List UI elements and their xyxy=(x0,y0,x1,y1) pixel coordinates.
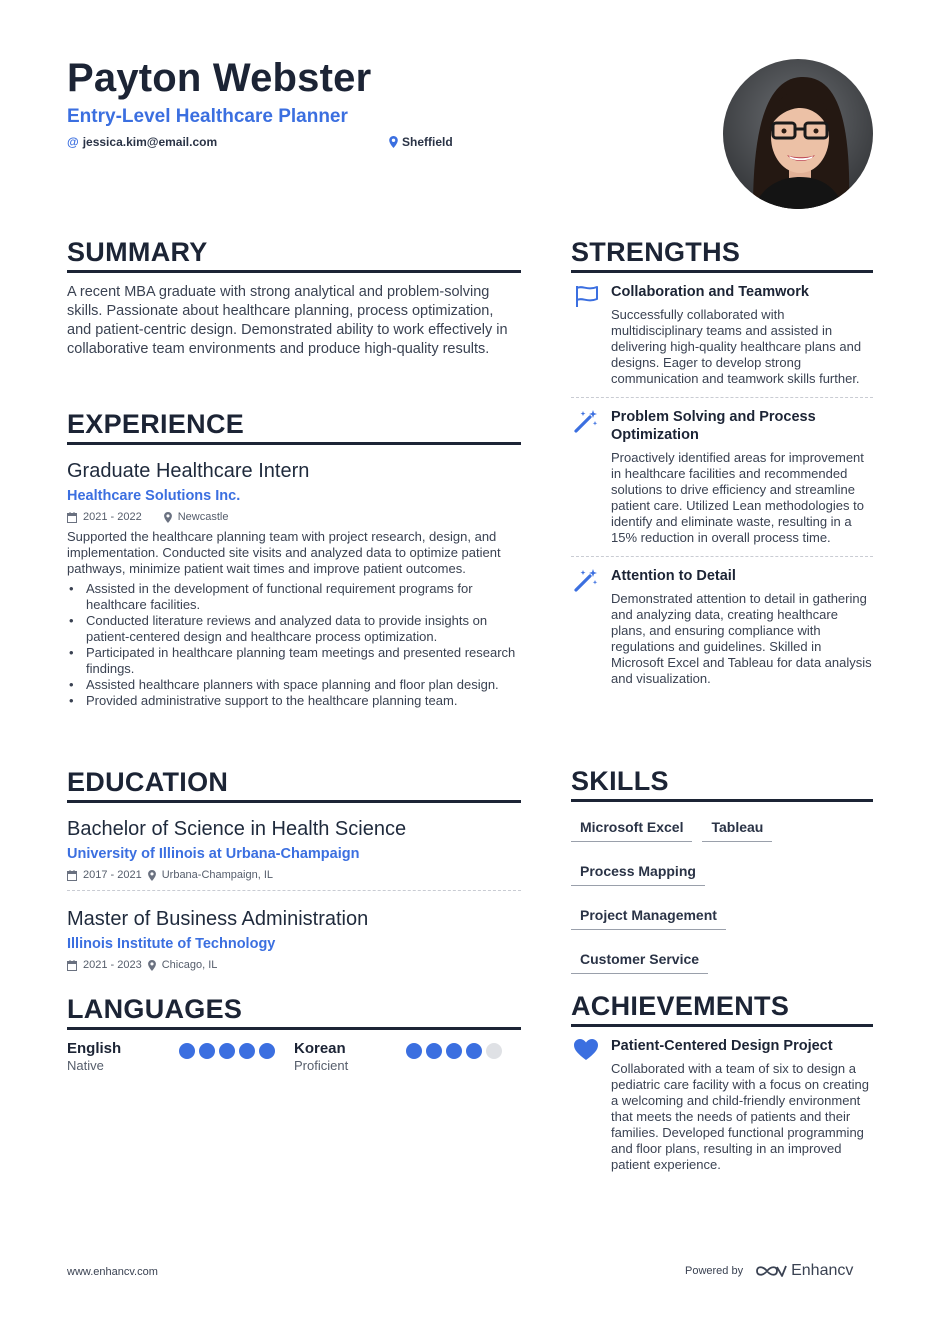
contact-location xyxy=(389,135,453,149)
job-title: Graduate Healthcare Intern xyxy=(67,460,310,482)
list-item: • Conducted literature reviews and analyzed data to provide insights on patient-centered design and healthcare process optimization. xyxy=(67,613,521,645)
profile-photo xyxy=(723,59,873,209)
languages-section xyxy=(67,993,521,1080)
summary-text: A recent MBA graduate with strong analytical and problem-solving skills. Passionate about healthcare planning, process optimization, and patient-centric design. Demonstrated ability to work effectively in collaborative team environments and produce high-quality results. xyxy=(67,284,508,357)
school-name: University of Illinois at Urbana-Champaign xyxy=(67,846,360,862)
rating-dot-filled xyxy=(219,1043,235,1059)
skill-tag: Tableau xyxy=(702,814,772,842)
job-description: Supported the healthcare planning team with project research, design, and implementation. Conducted site visits and analyzed data to optimize patient pathways, minimize patient wait times and improve patient outcomes. xyxy=(67,529,501,576)
strengths-heading: STRENGTHS xyxy=(571,236,873,273)
list-item: • Provided administrative support to the healthcare planning team. xyxy=(67,693,521,709)
list-item: • Participated in healthcare planning team meetings and presented research findings. xyxy=(67,645,521,677)
experience-section xyxy=(67,408,521,709)
location-pin-icon xyxy=(389,136,398,148)
rating-dot-filled xyxy=(199,1043,215,1059)
language-name: Korean xyxy=(294,1040,346,1057)
strength-title: Problem Solving and Process Optimization xyxy=(611,409,816,443)
summary-section xyxy=(67,236,521,359)
brand-name: Enhancv xyxy=(791,1262,854,1279)
languages-heading: LANGUAGES xyxy=(67,993,521,1030)
strengths-section xyxy=(571,236,873,697)
achievement-item xyxy=(571,1037,873,1183)
skills-row xyxy=(571,946,873,990)
rating-dot-filled xyxy=(179,1043,195,1059)
list-item: • Assisted healthcare planners with space planning and floor plan design. xyxy=(67,677,521,693)
education-meta xyxy=(67,868,521,882)
degree-title: Master of Business Administration xyxy=(67,908,369,930)
education-meta xyxy=(67,958,521,972)
divider xyxy=(67,890,521,891)
skill-tag: Project Management xyxy=(571,902,726,930)
rating-dot-filled xyxy=(466,1043,482,1059)
job-meta xyxy=(67,510,521,524)
rating-dot-filled xyxy=(239,1043,255,1059)
footer-branding xyxy=(685,1262,853,1280)
achievement-description: Collaborated with a team of six to design a pediatric care facility with a focus on creating a welcoming and child-friendly environment that meets the needs of patients and their families. Developed functional programming and floor plans, resulting in an improved patient experience. xyxy=(611,1061,869,1172)
education-section xyxy=(67,766,521,980)
skills-heading: SKILLS xyxy=(571,765,873,802)
school-name: Illinois Institute of Technology xyxy=(67,936,276,952)
company-name: Healthcare Solutions Inc. xyxy=(67,488,241,504)
education-entry xyxy=(67,907,521,980)
language-rating xyxy=(179,1043,275,1059)
rating-dot-filled xyxy=(259,1043,275,1059)
skill-tag: Microsoft Excel xyxy=(571,814,692,842)
education-dates: 2021 - 2023 xyxy=(83,959,142,971)
strength-item xyxy=(571,408,873,557)
location-pin-icon xyxy=(148,960,156,971)
language-name: English xyxy=(67,1040,122,1057)
language-rating xyxy=(406,1043,502,1059)
rating-dot-filled xyxy=(406,1043,422,1059)
job-dates: 2021 - 2022 xyxy=(83,511,142,523)
email-text: jessica.kim@email.com xyxy=(82,135,218,149)
rating-dot-filled xyxy=(446,1043,462,1059)
calendar-icon xyxy=(67,870,77,881)
strength-title: Collaboration and Teamwork xyxy=(611,284,809,300)
strength-item xyxy=(571,283,873,398)
strength-description: Demonstrated attention to detail in gathering and analyzing data, creating healthcare plans, and ensuring compliance with regulations and guidelines. Skilled in Microsoft Excel and Tableau for data analysis and visualization. xyxy=(611,591,872,686)
rating-dot-empty xyxy=(486,1043,502,1059)
language-item xyxy=(67,1040,294,1080)
skills-section xyxy=(571,765,873,990)
calendar-icon xyxy=(67,960,77,971)
heart-icon xyxy=(573,1037,599,1063)
skill-tag: Customer Service xyxy=(571,946,708,974)
language-level: Native xyxy=(67,1058,104,1073)
skills-row xyxy=(571,858,873,902)
location-pin-icon xyxy=(164,512,172,523)
magic-wand-icon xyxy=(573,408,599,434)
education-location: Urbana-Champaign, IL xyxy=(161,869,274,881)
language-level: Proficient xyxy=(294,1058,349,1073)
magic-wand-icon xyxy=(573,567,599,593)
language-item xyxy=(294,1040,521,1080)
footer-website[interactable]: www.enhancv.com xyxy=(67,1266,158,1278)
languages-list xyxy=(67,1040,521,1080)
candidate-name: Payton Webster xyxy=(67,56,372,100)
strength-description: Successfully collaborated with multidisciplinary teams and assisted in delivering high-quality healthcare plans and designs. Eager to develop strong communication and teamwork skills further. xyxy=(611,307,862,386)
location-text: Sheffield xyxy=(402,135,453,149)
education-dates: 2017 - 2021 xyxy=(83,869,142,881)
skills-row xyxy=(571,902,873,946)
flag-icon xyxy=(573,283,599,309)
at-sign-icon: @ xyxy=(67,135,79,149)
list-item: • Assisted in the development of functional requirement programs for healthcare facilities. xyxy=(67,581,521,613)
calendar-icon xyxy=(67,512,77,523)
skills-list xyxy=(571,814,873,990)
rating-dot-filled xyxy=(426,1043,442,1059)
candidate-role: Entry-Level Healthcare Planner xyxy=(67,106,348,127)
job-location: Newcastle xyxy=(177,511,229,523)
powered-by-text: Powered by xyxy=(685,1265,744,1277)
location-pin-icon xyxy=(148,870,156,881)
experience-heading: EXPERIENCE xyxy=(67,408,521,445)
education-heading: EDUCATION xyxy=(67,766,521,803)
contact-email[interactable] xyxy=(67,135,217,149)
education-entry xyxy=(67,817,521,899)
education-location: Chicago, IL xyxy=(161,959,218,971)
strength-description: Proactively identified areas for improvement in healthcare facilities and recommended solutions to drive efficiency and streamline patient care. Utilized Lean methodologies to identify and eliminate waste, resulting in a 15% reduction in overall process time. xyxy=(611,450,864,545)
skill-tag: Process Mapping xyxy=(571,858,705,886)
strength-item xyxy=(571,567,873,697)
strength-title: Attention to Detail xyxy=(611,568,736,584)
skills-row xyxy=(571,814,873,858)
achievements-heading: ACHIEVEMENTS xyxy=(571,990,873,1027)
degree-title: Bachelor of Science in Health Science xyxy=(67,818,407,840)
experience-entry xyxy=(67,459,521,709)
enhancv-logo-icon xyxy=(755,1263,787,1279)
achievements-section xyxy=(571,990,873,1183)
summary-heading: SUMMARY xyxy=(67,236,521,273)
job-bullets xyxy=(67,581,521,709)
brand-logo[interactable] xyxy=(755,1262,853,1280)
achievement-title: Patient-Centered Design Project xyxy=(611,1038,833,1054)
